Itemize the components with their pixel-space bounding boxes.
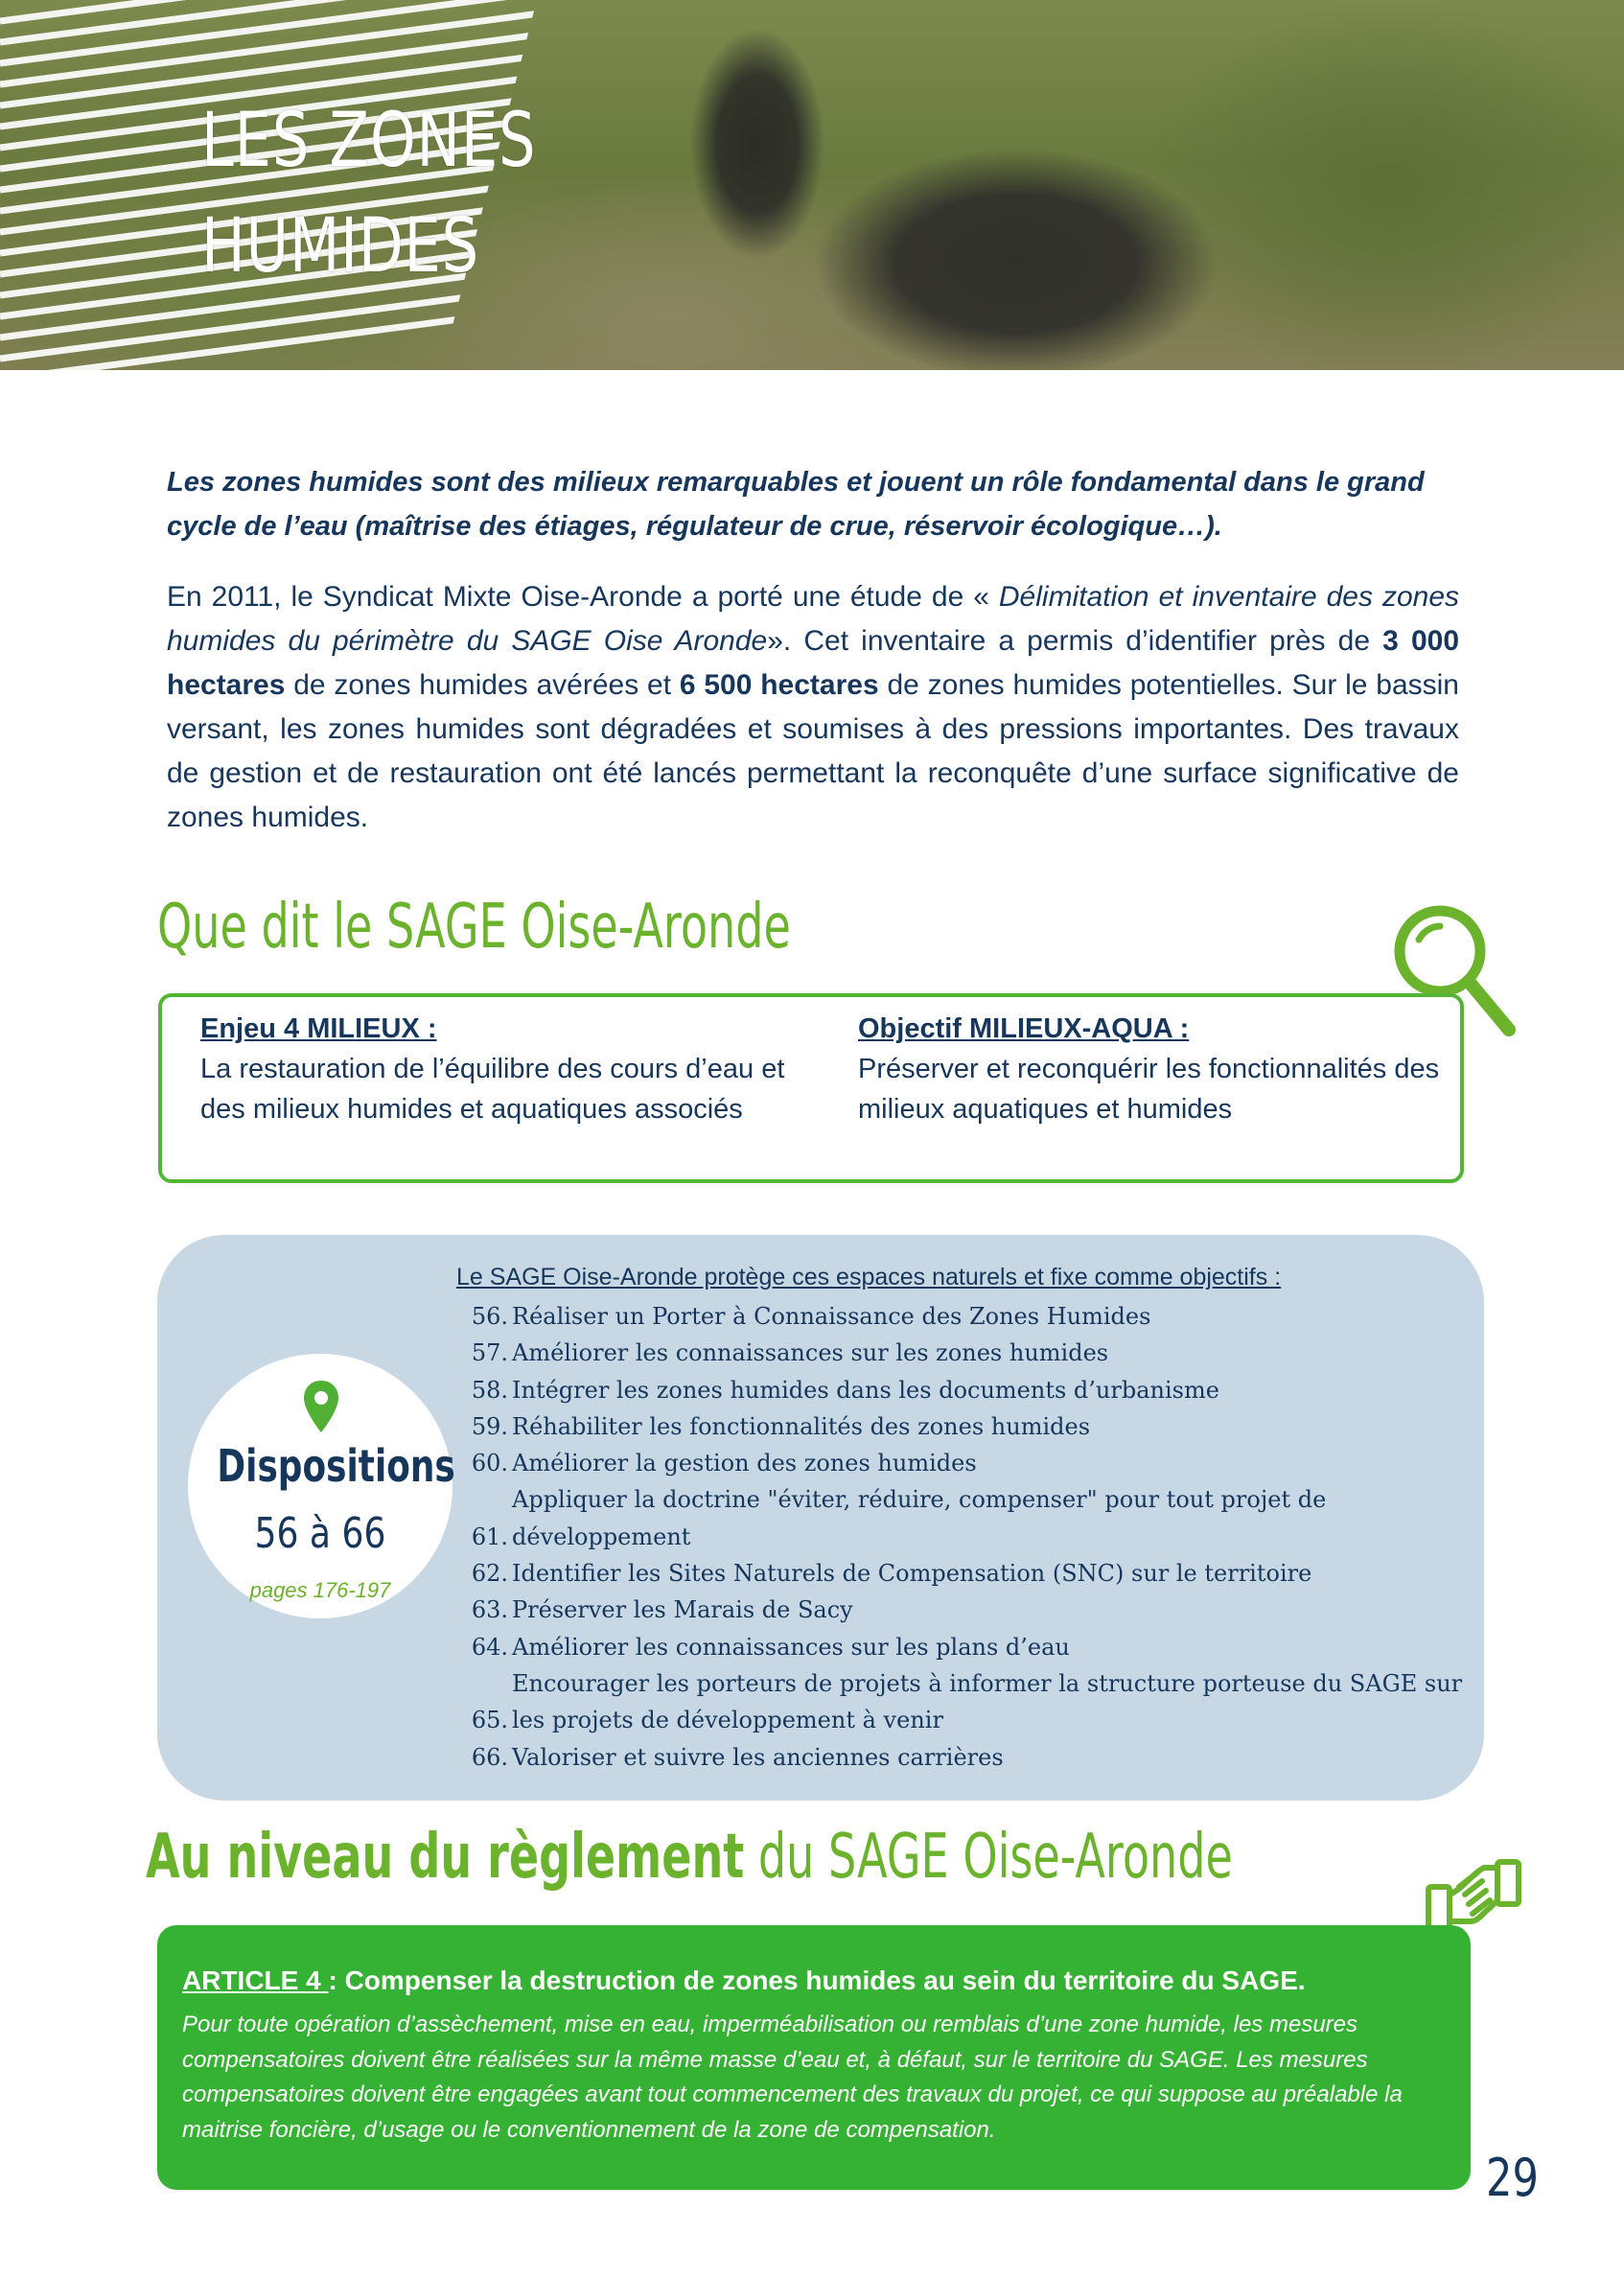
disposition-item — [456, 1555, 1462, 1592]
location-pin-icon — [302, 1379, 340, 1434]
dispositions-pages: pages 176-197 — [249, 1578, 391, 1602]
disposition-item — [456, 1629, 1462, 1665]
disposition-number: 65. — [471, 1707, 508, 1734]
page-number: 29 — [1486, 2148, 1539, 2208]
intro-paragraph — [167, 575, 1459, 840]
disposition-text: développement — [512, 1523, 691, 1550]
article-heading — [182, 1965, 1306, 1996]
sage-section-heading: Que dit le SAGE Oise-Aronde — [157, 892, 791, 963]
disposition-number: 62. — [471, 1560, 508, 1588]
objectif-text: Préserver et reconquérir les fonctionnalités des milieux aquatiques et humides — [858, 1054, 1440, 1125]
enjeu-text: La restauration de l’équilibre des cours d’eau et des milieux humides et aquatiques associés — [200, 1054, 785, 1125]
reglement-heading-rest: du SAGE Oise-Aronde — [744, 1822, 1233, 1893]
page-title-line-1: LES ZONES — [201, 98, 537, 184]
objectif-title: Objectif MILIEUX-AQUA : — [858, 1013, 1190, 1044]
page-title-line-2: HUMIDES — [201, 203, 480, 290]
disposition-number: 63. — [471, 1596, 508, 1624]
disposition-text: les projets de développement à venir — [512, 1707, 943, 1734]
article-label: ARTICLE 4 — [182, 1965, 329, 1995]
dispositions-range: 56 à 66 — [254, 1509, 386, 1558]
article-title: : Compenser la destruction de zones humides au sein du territoire du SAGE. — [328, 1965, 1306, 1995]
study-title: Délimitation et inventaire des zones humides du périmètre du SAGE Oise Aronde — [167, 581, 1459, 657]
potential-hectares: 6 500 hectares — [679, 669, 879, 701]
disposition-item — [456, 1372, 1462, 1408]
disposition-text: Valoriser et suivre les anciennes carrières — [512, 1743, 1004, 1771]
article-body: Pour toute opération d’assèchement, mise en eau, imperméabilisation ou remblais d’une zone humide, les mesures compensatoires doivent être réalisées sur la même masse d’eau et, à défaut, sur le territoire du SAGE. Les mesures compensatoires doivent être engagées avant tout commencement des travaux du projet, ce qui suppose au préalable la maitrise foncière, d’usage ou le conventionnement de la zone de compensation. — [182, 2012, 1403, 2143]
disposition-item — [456, 1739, 1462, 1776]
disposition-text-line-1: Encourager les porteurs de projets à informer la structure porteuse du SAGE sur — [512, 1669, 1463, 1697]
disposition-number: 61. — [471, 1523, 508, 1550]
disposition-number: 58. — [471, 1376, 508, 1404]
disposition-text: Identifier les Sites Naturels de Compensation (SNC) sur le territoire — [512, 1560, 1312, 1588]
disposition-number: 59. — [471, 1412, 508, 1440]
disposition-item — [456, 1298, 1462, 1335]
disposition-item — [456, 1665, 1462, 1739]
disposition-text: Intégrer les zones humides dans les documents d’urbanisme — [512, 1376, 1219, 1404]
objectif-block — [858, 1009, 1443, 1129]
enjeu-objectif-box — [158, 993, 1464, 1183]
intro-text-c: de zones humides avérées et — [285, 669, 680, 701]
enjeu-block — [200, 1009, 795, 1129]
disposition-text: Améliorer la gestion des zones humides — [512, 1450, 977, 1477]
disposition-text: Réhabiliter les fonctionnalités des zones humides — [512, 1412, 1091, 1440]
intro-section — [167, 460, 1459, 840]
intro-text-b: ». Cet inventaire a permis d’identifier près de — [767, 625, 1383, 657]
disposition-item — [456, 1481, 1462, 1555]
disposition-text-line-1: Appliquer la doctrine "éviter, réduire, compenser" pour tout projet de — [512, 1486, 1327, 1514]
article-4-box — [157, 1925, 1471, 2190]
hero-photo — [0, 0, 1624, 370]
intro-lead: Les zones humides sont des milieux remarquables et jouent un rôle fondamental dans le grand cycle de l’eau (maîtrise des étiages, régulateur de crue, réservoir écologique…). — [167, 467, 1425, 542]
page-title — [201, 88, 536, 299]
dispositions-list — [456, 1298, 1462, 1776]
disposition-item — [456, 1408, 1462, 1445]
disposition-item — [456, 1335, 1462, 1371]
confirmed-hectares: 3 000 hectares — [167, 625, 1459, 701]
intro-text-a: En 2011, le Syndicat Mixte Oise-Aronde a porté une étude de « — [167, 581, 999, 613]
disposition-number: 57. — [471, 1339, 508, 1367]
enjeu-title: Enjeu 4 MILIEUX : — [200, 1013, 437, 1044]
disposition-number: 64. — [471, 1633, 508, 1661]
disposition-number: 66. — [471, 1743, 508, 1771]
disposition-number: 56. — [471, 1303, 508, 1330]
disposition-number: 60. — [471, 1450, 508, 1477]
disposition-text: Améliorer les connaissances sur les plans d’eau — [512, 1633, 1070, 1661]
reglement-heading-bold: Au niveau du règlement — [146, 1822, 745, 1893]
dispositions-intro: Le SAGE Oise-Aronde protège ces espaces naturels et fixe comme objectifs : — [456, 1264, 1282, 1291]
reglement-section-heading — [146, 1822, 1233, 1893]
intro-text-d: de zones humides potentielles. Sur le bassin versant, les zones humides sont dégradées et soumises à des pressions importantes. Des travaux de gestion et de restauration ont été lancés permettant la reconquête d’une surface significative de zones humides. — [167, 669, 1459, 833]
disposition-text: Réaliser un Porter à Connaissance des Zones Humides — [512, 1303, 1151, 1330]
dispositions-label: Dispositions — [217, 1440, 455, 1492]
disposition-item — [456, 1592, 1462, 1628]
disposition-item — [456, 1445, 1462, 1481]
disposition-text: Préserver les Marais de Sacy — [512, 1596, 853, 1624]
disposition-text: Améliorer les connaissances sur les zones humides — [512, 1339, 1109, 1367]
